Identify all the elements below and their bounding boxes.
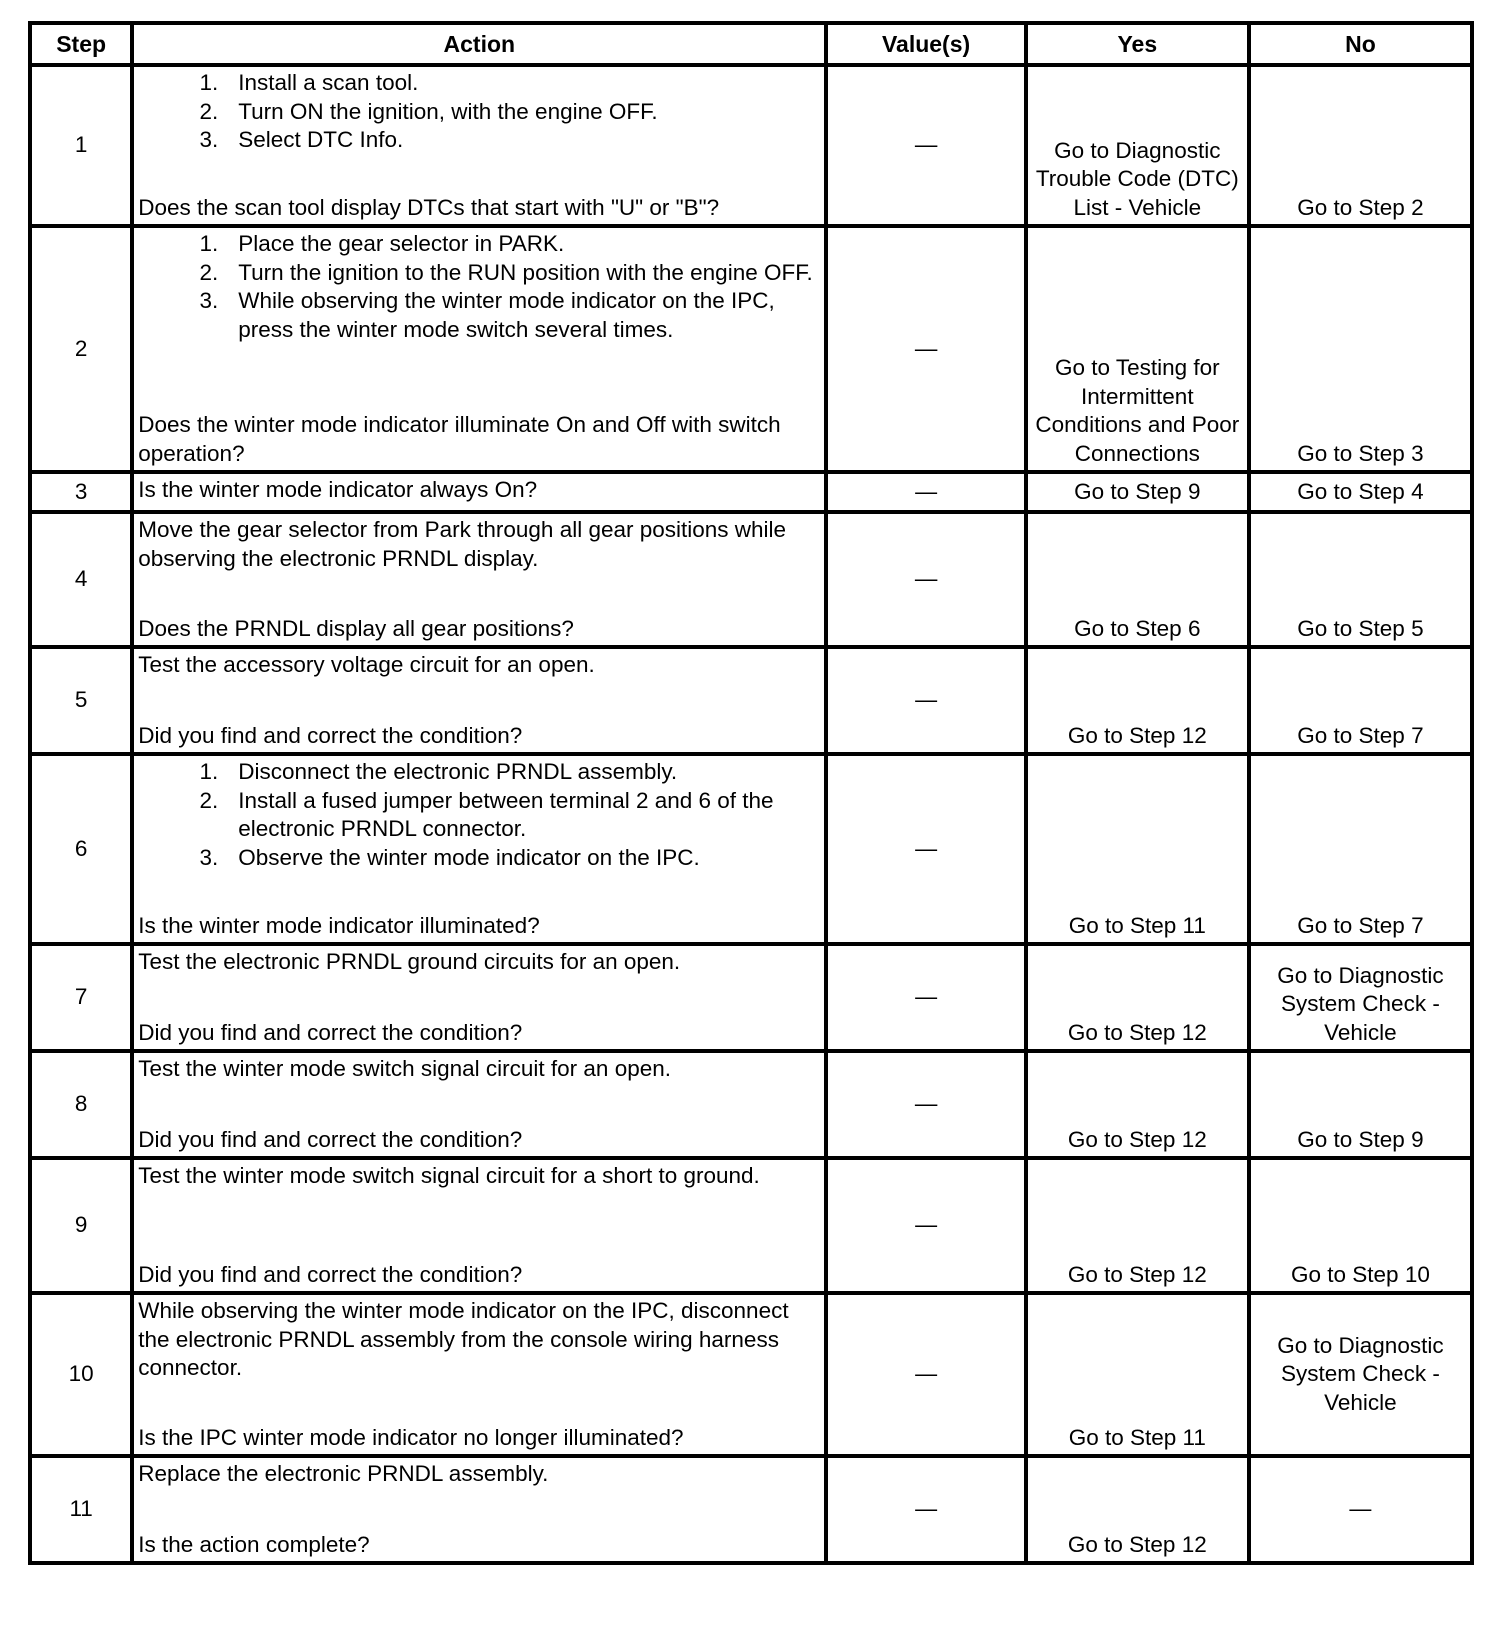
action-text: Test the winter mode switch signal circuit for an open.	[138, 1056, 671, 1081]
step-number: 2	[30, 226, 132, 472]
action-question: Does the winter mode indicator illuminate On and Off with switch operation?	[138, 412, 781, 466]
no-cell: Go to Step 10	[1249, 1158, 1472, 1293]
yes-cell: Go to Step 6	[1026, 512, 1249, 647]
value-cell: —	[826, 472, 1025, 512]
action-cell	[132, 1293, 826, 1456]
table-row	[30, 1293, 1472, 1456]
list-item: 1. Install a scan tool.	[199, 70, 419, 95]
action-cell	[132, 1051, 826, 1158]
step-number: 8	[30, 1051, 132, 1158]
action-question: Is the winter mode indicator illuminated?	[138, 912, 540, 938]
yes-cell: Go to Step 12	[1026, 1158, 1249, 1293]
table-row	[30, 472, 1472, 512]
value-cell: —	[826, 1456, 1025, 1563]
action-text: While observing the winter mode indicator on the IPC, disconnect the electronic PRNDL assembly from the console wiring harness connector.	[138, 1298, 789, 1380]
step-number: 9	[30, 1158, 132, 1293]
list-item: 3. Observe the winter mode indicator on the IPC.	[199, 844, 700, 870]
action-cell	[132, 226, 826, 472]
action-cell	[132, 1158, 826, 1293]
action-cell	[132, 1456, 826, 1563]
header-no: No	[1249, 23, 1472, 65]
list-item: 1. Disconnect the electronic PRNDL assembly.	[199, 759, 678, 784]
value-cell: —	[826, 944, 1025, 1051]
yes-cell: Go to Step 11	[1026, 754, 1249, 944]
step-number: 7	[30, 944, 132, 1051]
value-cell: —	[826, 65, 1025, 226]
step-number: 1	[30, 65, 132, 226]
table-row	[30, 944, 1472, 1051]
action-cell	[132, 647, 826, 754]
diagnostic-table	[28, 21, 1474, 1565]
action-steps	[138, 230, 820, 344]
action-question: Does the PRNDL display all gear positions?	[138, 615, 574, 641]
value-cell: —	[826, 512, 1025, 647]
no-cell: Go to Step 3	[1249, 226, 1472, 472]
step-number: 5	[30, 647, 132, 754]
list-item: 2. Turn ON the ignition, with the engine OFF.	[199, 98, 658, 124]
action-question: Did you find and correct the condition?	[138, 1019, 523, 1045]
list-item: 3. Select DTC Info.	[199, 127, 404, 152]
table-row	[30, 1051, 1472, 1158]
action-question: Is the winter mode indicator always On?	[138, 477, 538, 502]
step-number: 4	[30, 512, 132, 647]
action-text: Move the gear selector from Park through all gear positions while observing the electronic PRNDL display.	[138, 517, 787, 571]
no-cell: Go to Step 7	[1249, 647, 1472, 754]
no-cell: Go to Step 4	[1249, 472, 1472, 512]
no-cell: Go to Step 9	[1249, 1051, 1472, 1158]
action-question: Did you find and correct the condition?	[138, 1261, 523, 1287]
value-cell: —	[826, 754, 1025, 944]
action-question: Is the action complete?	[138, 1531, 370, 1557]
list-item: 2. Install a fused jumper between terminal 2 and 6 of the electronic PRNDL connector.	[199, 787, 774, 841]
header-step: Step	[30, 23, 132, 65]
list-item: 1. Place the gear selector in PARK.	[199, 231, 565, 256]
value-cell: —	[826, 1293, 1025, 1456]
action-cell	[132, 472, 826, 512]
table-row	[30, 754, 1472, 944]
header-values: Value(s)	[826, 23, 1025, 65]
action-steps	[138, 69, 820, 155]
value-cell: —	[826, 226, 1025, 472]
table-row	[30, 647, 1472, 754]
yes-cell: Go to Testing for Intermittent Conditions and Poor Connections	[1026, 226, 1249, 472]
action-question: Did you find and correct the condition?	[138, 1126, 523, 1152]
no-cell: Go to Step 2	[1249, 65, 1472, 226]
no-cell: —	[1249, 1456, 1472, 1563]
yes-cell: Go to Step 12	[1026, 944, 1249, 1051]
no-cell: Go to Diagnostic System Check - Vehicle	[1249, 944, 1472, 1051]
list-item: 3. While observing the winter mode indicator on the IPC, press the winter mode switch several times.	[199, 288, 775, 342]
yes-cell: Go to Step 9	[1026, 472, 1249, 512]
table-row	[30, 512, 1472, 647]
action-cell	[132, 944, 826, 1051]
header-yes: Yes	[1026, 23, 1249, 65]
action-text: Test the electronic PRNDL ground circuits for an open.	[138, 949, 681, 974]
header-row	[30, 23, 1472, 65]
yes-cell: Go to Step 12	[1026, 647, 1249, 754]
action-cell	[132, 512, 826, 647]
table-row	[30, 1158, 1472, 1293]
yes-cell: Go to Step 11	[1026, 1293, 1249, 1456]
value-cell: —	[826, 647, 1025, 754]
table-row	[30, 226, 1472, 472]
action-question: Is the IPC winter mode indicator no longer illuminated?	[138, 1424, 684, 1450]
step-number: 3	[30, 472, 132, 512]
yes-cell: Go to Diagnostic Trouble Code (DTC) List - Vehicle	[1026, 65, 1249, 226]
table-row	[30, 1456, 1472, 1563]
step-number: 6	[30, 754, 132, 944]
action-question: Does the scan tool display DTCs that start with "U" or "B"?	[138, 194, 720, 220]
step-number: 11	[30, 1456, 132, 1563]
no-cell: Go to Step 7	[1249, 754, 1472, 944]
list-item: 2. Turn the ignition to the RUN position with the engine OFF.	[199, 259, 813, 285]
table-row	[30, 65, 1472, 226]
yes-cell: Go to Step 12	[1026, 1051, 1249, 1158]
action-steps	[138, 758, 820, 872]
action-cell	[132, 65, 826, 226]
action-text: Test the winter mode switch signal circuit for a short to ground.	[138, 1163, 760, 1188]
value-cell: —	[826, 1051, 1025, 1158]
value-cell: —	[826, 1158, 1025, 1293]
yes-cell: Go to Step 12	[1026, 1456, 1249, 1563]
no-cell: Go to Diagnostic System Check - Vehicle	[1249, 1293, 1472, 1456]
no-cell: Go to Step 5	[1249, 512, 1472, 647]
action-question: Did you find and correct the condition?	[138, 722, 523, 748]
header-action: Action	[132, 23, 826, 65]
step-number: 10	[30, 1293, 132, 1456]
action-cell	[132, 754, 826, 944]
action-text: Test the accessory voltage circuit for an open.	[138, 652, 595, 677]
action-text: Replace the electronic PRNDL assembly.	[138, 1461, 549, 1486]
